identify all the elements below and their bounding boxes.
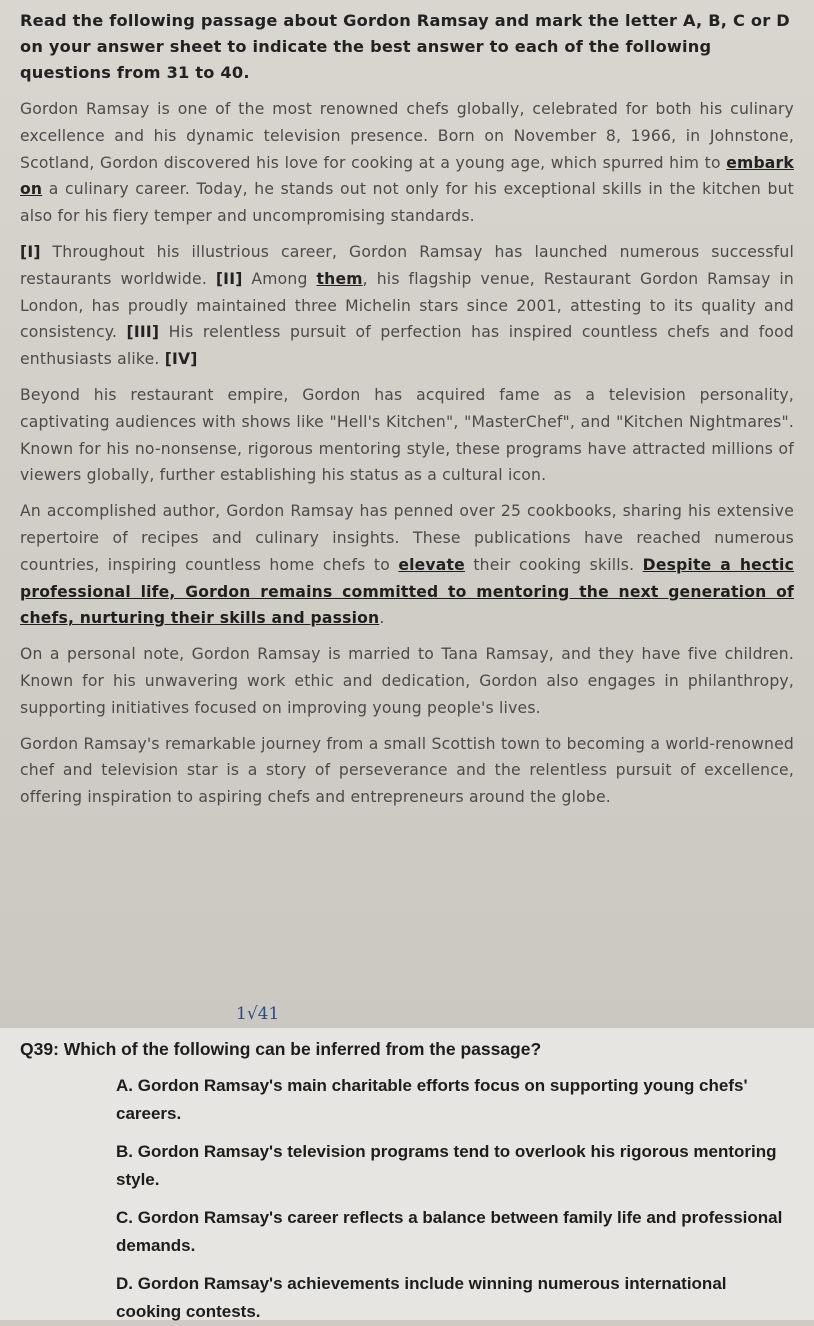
- insert-marker-4: [IV]: [164, 350, 198, 369]
- option-d-letter: D.: [116, 1274, 133, 1293]
- paragraph-3: Beyond his restaurant empire, Gordon has acquired fame as a television personality, captivating audiences with shows like "Hell's Kitchen", "MasterChef", and "Kitchen Nightmares". Known for his no-nonsense, rigorous mentoring style, these programs have attracted millions of viewers globally, further establishing his status as a cultural icon.: [20, 385, 794, 485]
- underlined-word-them: them: [316, 269, 363, 288]
- insert-marker-2: [II]: [215, 269, 243, 288]
- answer-options: [116, 1072, 794, 1326]
- paragraph-6: Gordon Ramsay's remarkable journey from a small Scottish town to becoming a world-renowned chef and television star is a story of perseverance and the relentless pursuit of excellence, offering inspiration to aspiring chefs and entrepreneurs around the globe.: [20, 734, 794, 807]
- underlined-phrase-embark-on: embark on: [20, 153, 794, 199]
- handwritten-scribble: 1√41: [236, 1004, 280, 1024]
- option-c-letter: C.: [116, 1208, 133, 1227]
- paragraph-2: [20, 239, 794, 373]
- option-c[interactable]: [116, 1204, 794, 1260]
- p4-text-c: .: [379, 609, 385, 628]
- p1-text-a: Gordon Ramsay is one of the most renowned chefs globally, celebrated for both his culinary excellence and his dynamic television presence. Born on November 8, 1966, in Johnstone, Scotland, Gordon discovered his love for cooking at a young age, which spurred him to: [20, 100, 794, 172]
- p4-text-a: An accomplished author, Gordon Ramsay has penned over 25 cookbooks, sharing his extensive repertoire of recipes and culinary insights. These publications have reached numerous countries, inspiring countless home chefs to: [20, 502, 794, 574]
- insert-marker-3: [III]: [126, 323, 160, 342]
- insert-marker-1: [I]: [20, 242, 41, 261]
- question-title: [20, 1034, 794, 1064]
- question-area: [0, 1028, 814, 1320]
- underlined-word-elevate: elevate: [398, 555, 465, 574]
- option-c-text: Gordon Ramsay's career reflects a balance between family life and professional demands.: [116, 1208, 783, 1255]
- option-a-text: Gordon Ramsay's main charitable efforts focus on supporting young chefs' careers.: [116, 1076, 748, 1123]
- paragraph-4: [20, 498, 794, 632]
- p2-text-c: , his flagship venue, Restaurant Gordon Ramsay in London, has proudly maintained three Michelin stars since 2001, attesting to its quality and consistency.: [20, 269, 794, 342]
- instructions: Read the following passage about Gordon Ramsay and mark the letter A, B, C or D on your answer sheet to indicate the best answer to each of the following questions from 31 to 40.: [20, 11, 790, 82]
- option-a[interactable]: [116, 1072, 794, 1128]
- question-label: Q39:: [20, 1039, 59, 1059]
- paragraph-5: On a personal note, Gordon Ramsay is married to Tana Ramsay, and they have five children. Known for his unwavering work ethic and dedication, Gordon also engages in philanthropy, supporting initiatives focused on improving young people's lives.: [20, 645, 794, 717]
- option-b-letter: B.: [116, 1142, 133, 1161]
- option-b[interactable]: [116, 1138, 794, 1194]
- p2-text-d: His relentless pursuit of perfection has inspired countless chefs and food enthusiasts alike.: [20, 323, 794, 369]
- p2-text-b: Among: [242, 269, 317, 288]
- p4-text-b: their cooking skills.: [464, 555, 643, 574]
- paragraph-1: [20, 96, 794, 230]
- option-a-letter: A.: [116, 1076, 133, 1095]
- option-d-text: Gordon Ramsay's achievements include winning numerous international cooking contests.: [116, 1274, 727, 1321]
- underlined-sentence: Despite a hectic professional life, Gordon remains committed to mentoring the next generation of chefs, nurturing their skills and passion: [20, 555, 795, 628]
- option-b-text: Gordon Ramsay's television programs tend to overlook his rigorous mentoring style.: [116, 1142, 777, 1189]
- p2-text-a: Throughout his illustrious career, Gordon Ramsay has launched numerous successful restaurants worldwide.: [20, 242, 794, 288]
- option-d[interactable]: [116, 1270, 794, 1326]
- p1-text-b: a culinary career. Today, he stands out not only for his exceptional skills in the kitchen but also for his fiery temper and uncompromising standards.: [20, 180, 794, 226]
- question-text: Which of the following can be inferred from the passage?: [58, 1039, 542, 1059]
